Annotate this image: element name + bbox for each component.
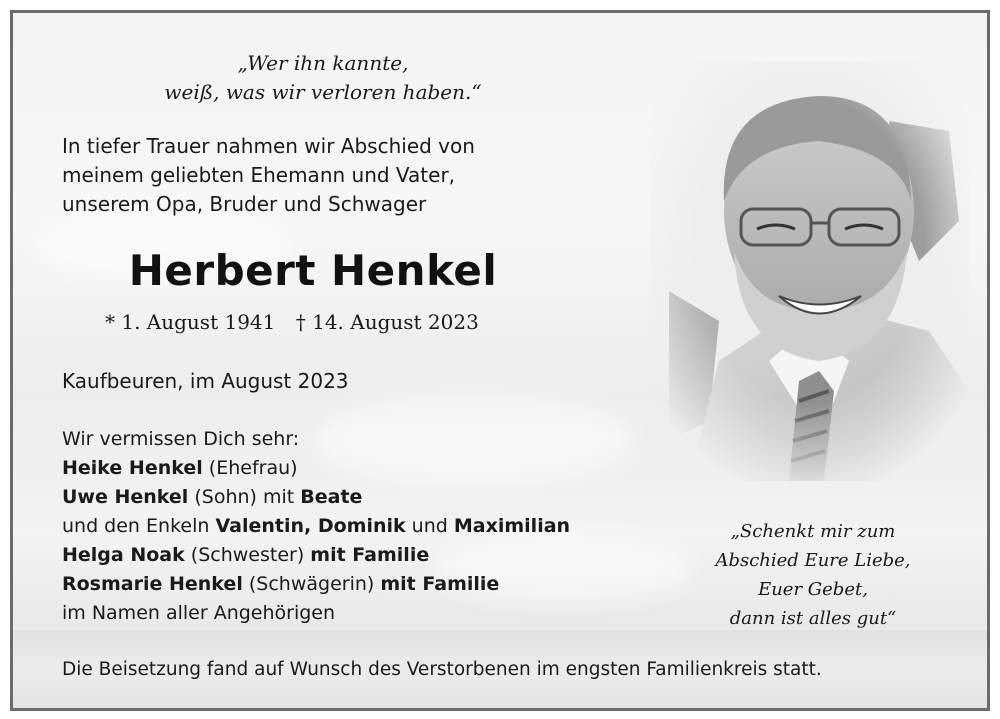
death-date: † 14. August 2023 — [295, 310, 479, 334]
mourners-closing: im Namen aller Angehörigen — [62, 602, 336, 624]
birth-date: * 1. August 1941 — [105, 310, 276, 334]
mourner-role: und — [405, 515, 454, 537]
mourner-name: mit Familie — [310, 544, 430, 566]
mourner-name: Beate — [300, 486, 363, 508]
closing-quote-line: Euer Gebet, — [758, 579, 868, 600]
mourner-name: Helga Noak — [62, 544, 185, 566]
life-dates — [105, 308, 493, 336]
intro-line: unserem Opa, Bruder und Schwager — [62, 192, 427, 216]
closing-quote-line: „Schenkt mir zum — [730, 521, 896, 542]
mourner-name: Valentin, Dominik — [215, 515, 406, 537]
mourner-line — [62, 483, 570, 512]
mourner-name: Maximilian — [453, 515, 571, 537]
mourner-name: mit Familie — [380, 573, 500, 595]
obituary-frame — [10, 10, 990, 711]
closing-quote — [683, 517, 943, 633]
mourners-intro: Wir vermissen Dich sehr: — [62, 428, 300, 450]
mourner-line — [62, 570, 570, 599]
mourner-role: und den Enkeln — [62, 515, 216, 537]
mourner-line — [62, 541, 570, 570]
mourner-role: (Sohn) mit — [188, 486, 301, 508]
mourner-name: Rosmarie Henkel — [62, 573, 243, 595]
intro-line: meinem geliebten Ehemann und Vater, — [62, 163, 456, 187]
place-date: Kaufbeuren, im August 2023 — [62, 369, 349, 393]
mourner-role: (Schwägerin) — [242, 573, 381, 595]
deceased-name: Herbert Henkel — [128, 246, 498, 295]
intro-line: In tiefer Trauer nahmen wir Abschied von — [62, 134, 475, 158]
mourner-line — [62, 454, 570, 483]
intro-text — [62, 132, 475, 219]
closing-quote-line: dann ist alles gut“ — [729, 608, 897, 629]
opening-quote-line: „Wer ihn kannte, — [237, 51, 409, 75]
opening-quote-line: weiß, was wir verloren haben.“ — [164, 80, 482, 104]
closing-quote-line: Abschied Eure Liebe, — [715, 550, 911, 571]
mourner-role: (Schwester) — [184, 544, 311, 566]
mourners-list — [62, 425, 570, 628]
mourner-line — [62, 512, 570, 541]
burial-notice: Die Beisetzung fand auf Wunsch des Verstorbenen im engsten Familienkreis statt. — [62, 659, 822, 680]
mourner-role: (Ehefrau) — [202, 457, 298, 479]
portrait-photo — [649, 61, 969, 481]
mourner-name: Heike Henkel — [62, 457, 203, 479]
opening-quote — [133, 49, 513, 107]
mourner-name: Uwe Henkel — [62, 486, 189, 508]
